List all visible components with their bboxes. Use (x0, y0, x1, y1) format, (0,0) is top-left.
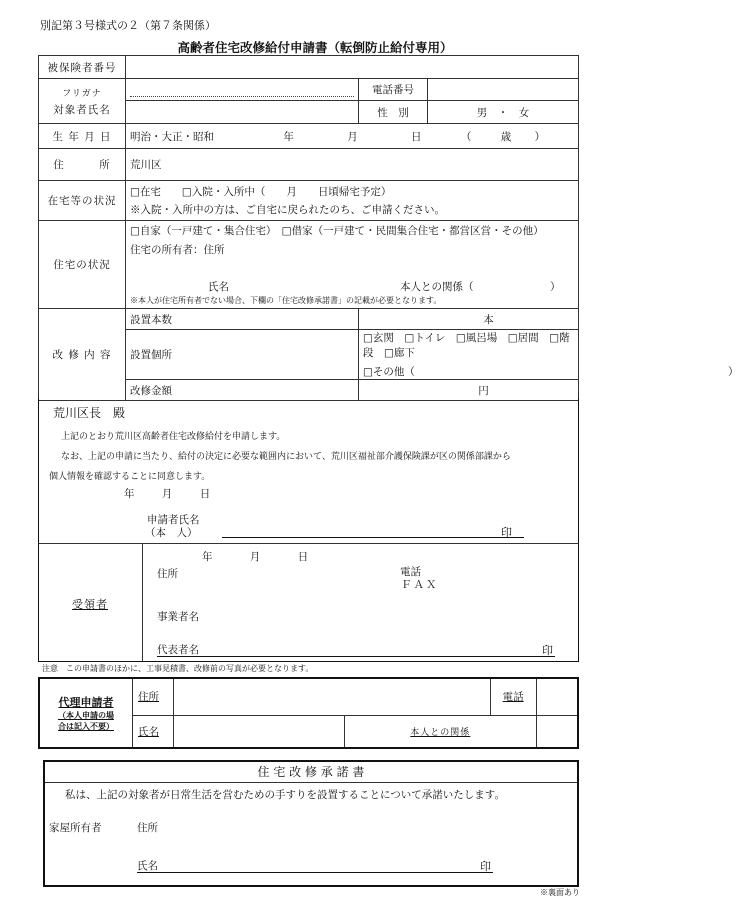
residence-status-label: 在宅等の状況 (39, 181, 126, 221)
agent-phone-field[interactable] (536, 678, 578, 715)
application-statement-1: 上記のとおり荒川区高齢者住宅改修給付を申請します。 (61, 432, 286, 442)
gender-options[interactable]: 男 ・ 女 (428, 101, 579, 124)
install-location-field[interactable] (359, 330, 739, 380)
cost-unit: 円 (478, 384, 489, 397)
receiver-label: 受領者 (72, 598, 108, 611)
consent-signature-line[interactable] (137, 872, 493, 873)
phone-label: 電話番号 (359, 79, 428, 101)
applicant-label: 申請者氏名 (147, 514, 200, 526)
agent-phone-label: 電話 (490, 678, 536, 715)
housing-field[interactable] (126, 221, 579, 309)
form-title: 高齢者住宅改修給付申請書（転倒防止給付専用） (177, 40, 453, 55)
consent-statement: 私は、上記の対象者が日常生活を営むための手すりを設置することについて承諾いたします。 (65, 789, 505, 801)
application-date-day: 日 (199, 488, 211, 500)
agent-address-label: 住所 (133, 678, 174, 715)
cost-label: 改修金額 (126, 380, 359, 401)
install-location-label: 設置個所 (126, 330, 359, 380)
install-location-other[interactable]: □その他（ (363, 366, 415, 378)
application-date-month: 月 (161, 488, 173, 500)
address-field[interactable]: 荒川区 (126, 149, 579, 181)
renovation-label: 改 修 内 容 (39, 309, 126, 401)
insured-no-label: 被保険者番号 (39, 56, 126, 79)
dob-field[interactable] (126, 124, 579, 149)
furigana-field[interactable] (126, 79, 359, 101)
applicant-sub-label: （本 人） (145, 527, 198, 539)
phone-field[interactable] (428, 79, 579, 101)
addressee: 荒川区長 殿 (53, 406, 126, 420)
housing-note: ※本人が住宅所有者でない場合、下欄の「住宅改修承諾書」の記載が必要となります。 (130, 296, 442, 305)
receiver-rep-label: 代表者名 (157, 644, 199, 656)
application-date-year: 年 (124, 488, 135, 500)
residence-status-note: ※入院・入所中の方は、ご自宅に戻られたのち、ご申請ください。 (130, 204, 445, 216)
agent-label: 代理申請者 (58, 696, 114, 709)
agent-relation-field[interactable] (536, 715, 578, 748)
dob-month: 月 (347, 130, 358, 143)
name-label-cell (39, 79, 126, 124)
applicant-signature-line[interactable] (222, 537, 524, 538)
consent-name-label: 氏名 (137, 860, 158, 872)
applicant-seal: 印 (501, 526, 512, 539)
install-count-unit: 本 (483, 313, 494, 326)
agent-name-field[interactable] (174, 715, 345, 748)
install-location-options[interactable]: □玄関 □トイレ □風呂場 □居間 □階段 □廊下 (363, 332, 570, 359)
receiver-fax-label: ＦＡＸ (401, 579, 439, 591)
receiver-business-label: 事業者名 (157, 611, 199, 623)
subject-name-label: 対象者氏名 (53, 103, 111, 116)
housing-type-options[interactable]: □自家（一戸建て・集合住宅） □借家（一戸建て・民間集合住宅・都営区営・その他） (130, 225, 544, 237)
dob-year: 年 (283, 130, 294, 143)
receiver-date[interactable] (202, 549, 308, 564)
consent-address-label: 住所 (137, 822, 158, 834)
residence-status-options[interactable]: □在宅 □入院・入所中（ 月 日頃帰宅予定） (130, 186, 392, 198)
consent-owner-label: 家屋所有者 (49, 822, 102, 834)
receiver-phone-label: 電話 (400, 566, 421, 578)
housing-owner-name: 氏名 (208, 281, 229, 293)
applicant-info-table (38, 55, 739, 401)
receiver-date-month: 月 (249, 551, 261, 563)
housing-relation-close: ） (550, 281, 561, 293)
residence-status-field[interactable] (126, 181, 579, 221)
agent-table (38, 677, 579, 749)
application-date[interactable] (124, 486, 210, 501)
consent-title: 住 宅 改 修 承 諾 書 (45, 762, 577, 783)
receiver-seal: 印 (542, 644, 553, 657)
agent-name-label: 氏名 (133, 715, 174, 748)
attachment-note: 注意 この申請書のほかに、工事見積書、改修前の写真が必要となります。 (42, 664, 314, 673)
application-statement-2: なお、上記の申請に当たり、給付の決定に必要な範囲内において、荒川区福祉部介護保険課が区の関係部課から (61, 452, 511, 462)
receiver-date-year: 年 (202, 551, 213, 563)
address-label: 住 所 (39, 149, 126, 181)
furigana-label: フリガナ (62, 88, 102, 99)
insured-no-field[interactable] (126, 56, 579, 79)
dob-eras: 明治・大正・昭和 (130, 130, 214, 143)
dob-label: 生 年 月 日 (39, 124, 126, 149)
dob-age-open: （ (460, 130, 472, 143)
consent-seal: 印 (480, 860, 491, 873)
receiver-address-label: 住所 (157, 568, 178, 580)
reverse-note: ※裏面あり (540, 888, 580, 897)
install-location-close: ） (728, 366, 739, 378)
dob-day: 日 (411, 130, 422, 143)
receiver-rep-line[interactable] (157, 656, 555, 657)
install-count-label: 設置本数 (126, 309, 359, 330)
housing-label: 住宅の状況 (39, 221, 126, 309)
install-count-field[interactable] (359, 309, 579, 330)
agent-relation-label: 本人との関係 (345, 715, 537, 748)
gender-label: 性 別 (359, 101, 428, 124)
subject-name-field[interactable] (126, 101, 359, 124)
application-statement-3: 個人情報を確認することに同意します。 (49, 472, 211, 482)
agent-sub-2: 合は記入不要） (58, 721, 114, 731)
receiver-section (38, 543, 579, 662)
agent-sub-1: （本人申請の場 (58, 710, 114, 720)
housing-owner-address: 住宅の所有者：住所 (130, 244, 225, 256)
application-section (38, 398, 579, 544)
housing-relation: 本人との関係（ (400, 281, 474, 293)
dob-age-close: ） (534, 130, 546, 143)
receiver-date-day: 日 (297, 551, 309, 563)
agent-address-field[interactable] (174, 678, 491, 715)
consent-section (43, 760, 579, 887)
agent-label-cell (39, 678, 133, 748)
dob-age: 歳 (500, 130, 512, 143)
form-id: 別記第３号様式の２（第７条関係） (40, 19, 216, 32)
